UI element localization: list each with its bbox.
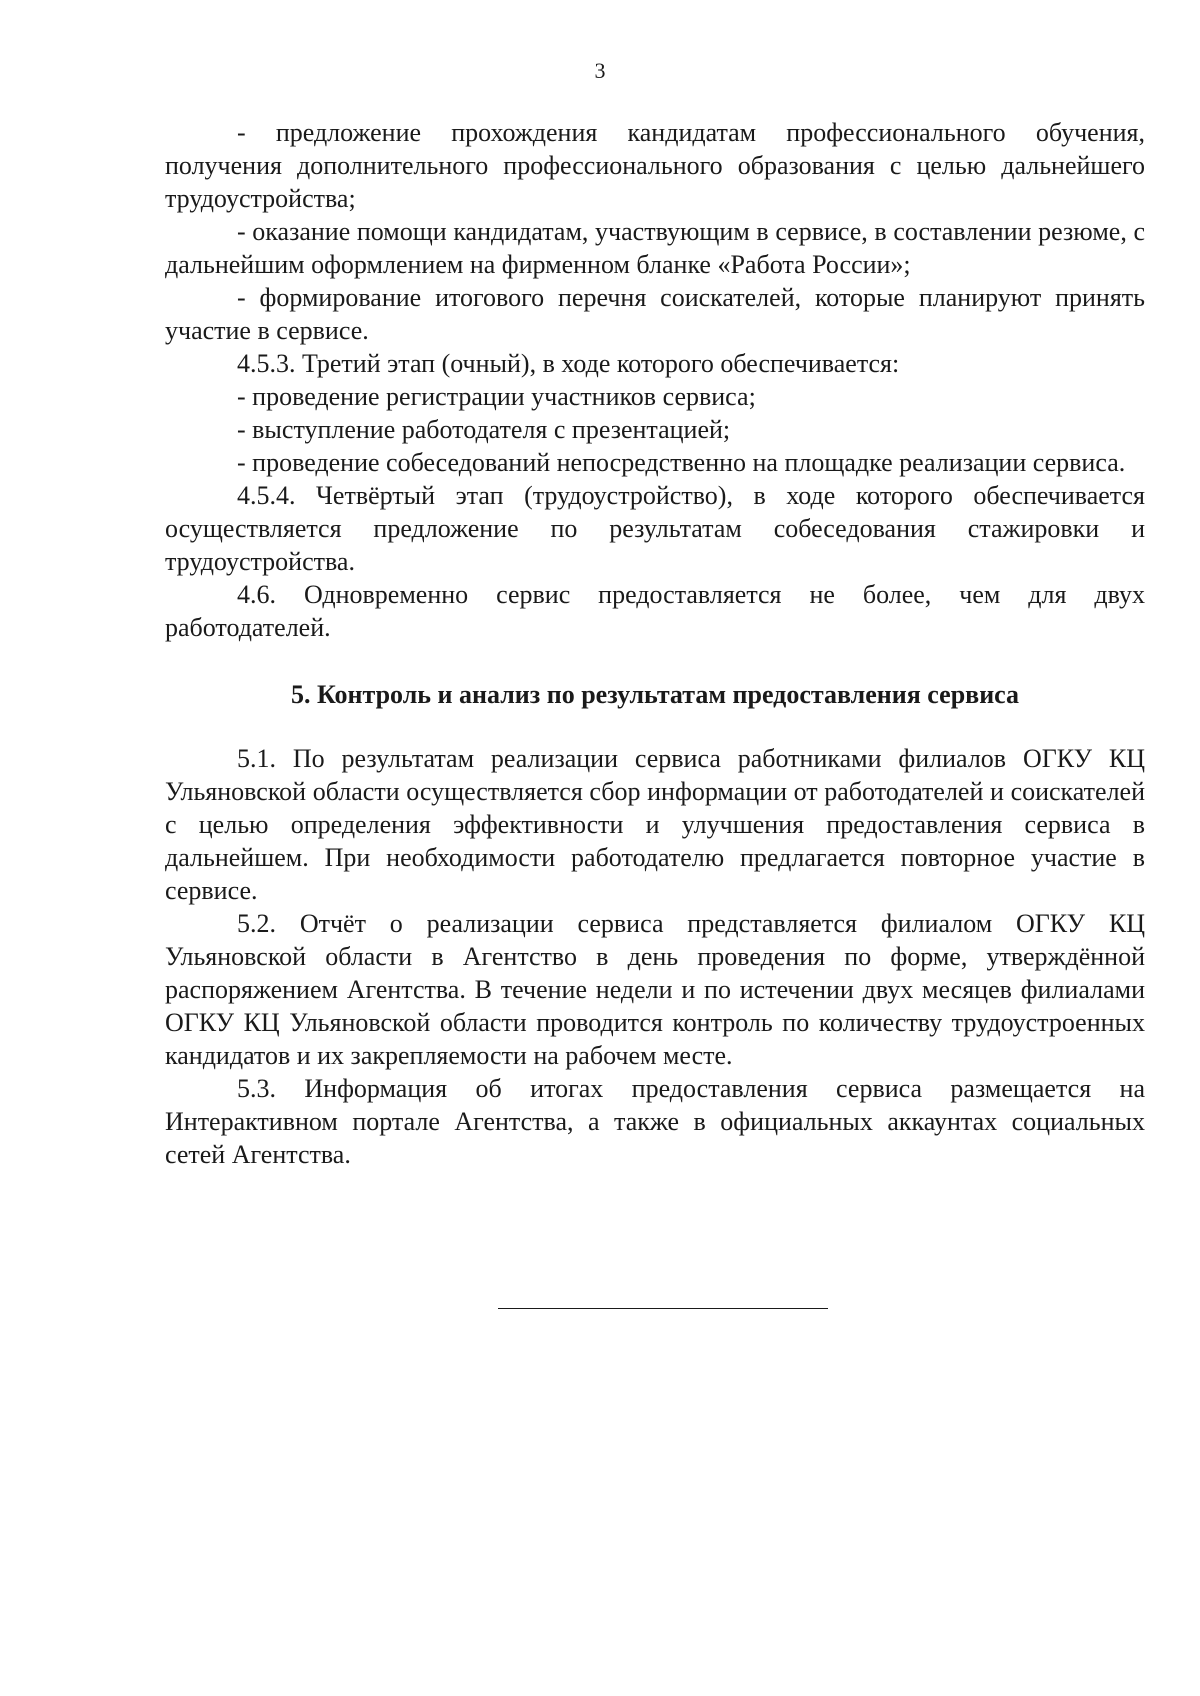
paragraph-4-6: 4.6. Одновременно сервис предоставляется не более, чем для двух работодателей. xyxy=(165,580,1145,642)
page-number: 3 xyxy=(594,58,606,83)
paragraph-training-offer: - предложение прохождения кандидатам профессионального обучения, получения дополнительного профессионального образования с целью дальнейшего трудоустройства; xyxy=(165,118,1145,213)
paragraph-5-3: 5.3. Информация об итогах предоставления сервиса размещается на Интерактивном портале Агентства, а также в официальных аккаунтах социальных сетей Агентства. xyxy=(165,1074,1145,1169)
paragraph-final-list: - формирование итогового перечня соискателей, которые планируют принять участие в сервисе. xyxy=(165,283,1145,345)
paragraph-stage-4: 4.5.4. Четвёртый этап (трудоустройство), в ходе которого обеспечивается осуществляется предложение по результатам собеседования стажировки и трудоустройства. xyxy=(165,481,1145,576)
paragraph-resume-help: - оказание помощи кандидатам, участвующим в сервисе, в составлении резюме, с дальнейшим оформлением на фирменном бланке «Работа России»; xyxy=(165,217,1145,279)
document-body xyxy=(165,116,1145,1171)
paragraph-interviews: - проведение собеседований непосредственно на площадке реализации сервиса. xyxy=(237,448,1126,477)
paragraph-5-1: 5.1. По результатам реализации сервиса работниками филиалов ОГКУ КЦ Ульяновской области осуществляется сбор информации от работодателей и соискателей с целью определения эффективности и улучшения предоставления сервиса в дальнейшем. При необходимости работодателю предлагается повторное участие в сервисе. xyxy=(165,744,1145,905)
paragraph-5-2: 5.2. Отчёт о реализации сервиса представляется филиалом ОГКУ КЦ Ульяновской области в Агентство в день проведения по форме, утверждённой распоряжением Агентства. В течение недели и по истечении двух месяцев филиалами ОГКУ КЦ Ульяновской области проводится контроль по количеству трудоустроенных кандидатов и их закрепляемости на рабочем месте. xyxy=(165,909,1145,1070)
paragraph-presentation: - выступление работодателя с презентацией; xyxy=(237,415,731,444)
end-divider-line xyxy=(498,1308,828,1309)
paragraph-stage-3: 4.5.3. Третий этап (очный), в ходе которого обеспечивается: xyxy=(237,349,900,378)
section-heading: 5. Контроль и анализ по результатам предоставления сервиса xyxy=(290,680,1020,709)
paragraph-registration: - проведение регистрации участников сервиса; xyxy=(237,382,756,411)
